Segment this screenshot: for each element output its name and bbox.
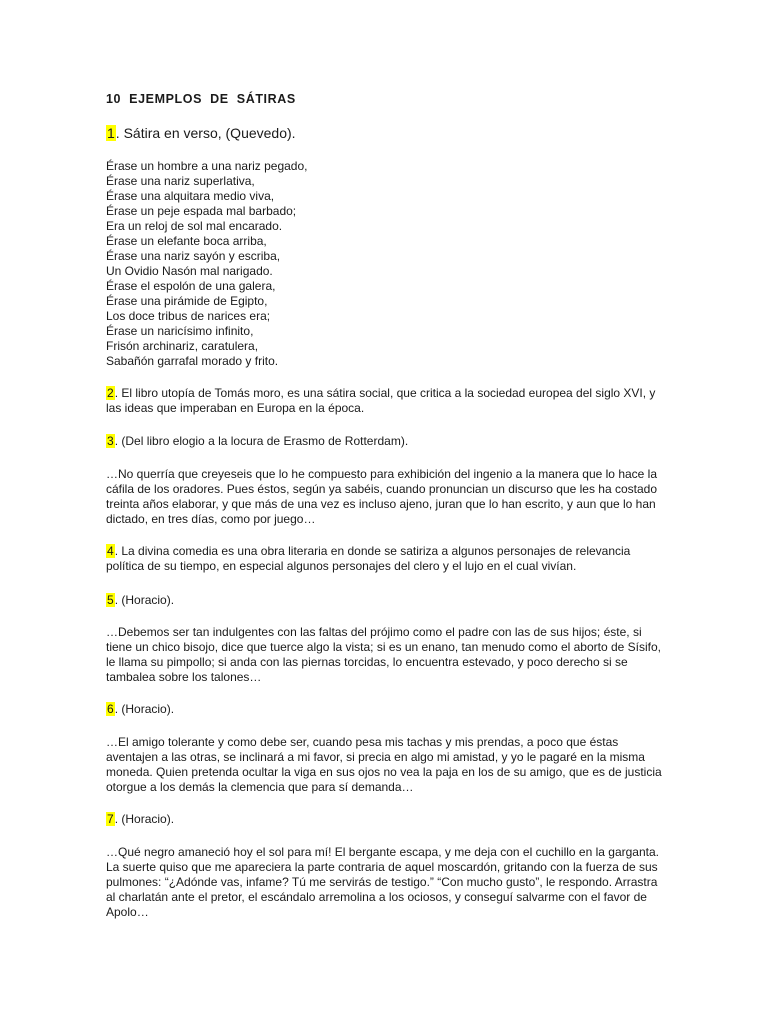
poem-line: Érase un hombre a una nariz pegado,: [106, 159, 308, 173]
section-6-heading: [106, 702, 666, 717]
poem-line: Érase una nariz sayón y escriba,: [106, 249, 281, 263]
poem-line: Érase un peje espada mal barbado;: [106, 204, 297, 218]
poem-line: Un Ovidio Nasón mal narigado.: [106, 264, 273, 278]
section-6-body: …El amigo tolerante y como debe ser, cuando pesa mis tachas y mis prendas, a poco que éstas aventajen a las otras, se inclinará a mi favor, si precia en algo mi amistad, y yo le pagaré en la misma moneda. Quien pretenda ocultar la viga en sus ojos no vea la paja en los de su amigo, que es de justicia otorgue a los demás la clemencia que para sí demanda…: [106, 735, 662, 794]
section-3-body: …No querría que creyeseis que lo he compuesto para exhibición del ingenio a la manera que lo hace la cáfila de los oradores. Pues éstos, según ya sabéis, cuando pronuncian un discurso que les ha costado treinta años elaborar, y que más de una vez es incluso ajeno, juran que lo han escrito, y aun que lo han dictado, en tres días, como por juego…: [106, 467, 658, 526]
poem-line: Érase una nariz superlativa,: [106, 174, 255, 188]
section-7-body: …Qué negro amaneció hoy el sol para mí! El bergante escapa, y me deja con el cuchillo en la garganta. La suerte quiso que me apareciera la parte contraria de aquel moscardón, gritando con la fuerza de sus pulmones: “¿Adónde vas, infame? Tú me servirás de testigo.” “Con mucho gusto”, le respondo. Arrastra al charlatán ante el pretor, el escándalo arremolina a los ociosos, y conseguí salvarme con el favor de Apolo…: [106, 845, 659, 919]
section-heading-text: . (Del libro elogio a la locura de Erasmo de Rotterdam).: [114, 434, 409, 448]
section-heading-text: . Sátira en verso, (Quevedo).: [115, 125, 296, 141]
poem-line: Érase un elefante boca arriba,: [106, 234, 267, 248]
section-2-paragraph: [106, 386, 666, 416]
section-heading-text: . (Horacio).: [114, 593, 175, 607]
section-number-highlight: 4: [107, 544, 114, 558]
section-heading-text: . (Horacio).: [114, 812, 175, 826]
section-number-highlight: 1: [107, 125, 115, 141]
poem-line: Los doce tribus de narices era;: [106, 309, 271, 323]
section-5-body: …Debemos ser tan indulgentes con las faltas del prójimo como el padre con las de sus hijos; éste, si tiene un chico bisojo, dice que tuerce algo la vista; si es un enano, tan menudo como el aborto de Sísifo, le llama su pimpollo; si anda con las piernas torcidas, lo encuentra estevado, y poco derecho si se tambalea sobre los talones…: [106, 625, 662, 684]
section-number-highlight: 3: [107, 434, 114, 448]
section-number-highlight: 6: [107, 702, 114, 716]
section-4-paragraph: [106, 544, 666, 574]
poem-line: Frisón archinariz, caratulera,: [106, 339, 259, 353]
section-5-heading: [106, 593, 666, 608]
document-title: 10 EJEMPLOS DE SÁTIRAS: [106, 92, 296, 106]
poem-line: Érase un naricísimo infinito,: [106, 324, 254, 338]
section-3-heading: [106, 434, 666, 449]
section-heading-text: . El libro utopía de Tomás moro, es una sátira social, que critica a la sociedad europea del siglo XVI, y las ideas que imperaban en Europa en la época.: [106, 386, 656, 415]
poem-line: Sabañón garrafal morado y frito.: [106, 354, 279, 368]
poem-line: Érase el espolón de una galera,: [106, 279, 276, 293]
section-heading-text: . (Horacio).: [114, 702, 175, 716]
section-7-heading: [106, 812, 666, 827]
section-number-highlight: 2: [107, 386, 114, 400]
poem-line: Érase una alquitara medio viva,: [106, 189, 275, 203]
section-number-highlight: 5: [107, 593, 114, 607]
section-1-poem: [106, 159, 666, 369]
poem-line: Érase una pirámide de Egipto,: [106, 294, 268, 308]
section-heading-text: . La divina comedia es una obra literaria en donde se satiriza a algunos personajes de relevancia política de su tiempo, en especial algunos personajes del clero y el lujo en el cual vivían.: [106, 544, 631, 573]
section-number-highlight: 7: [107, 812, 114, 826]
poem-line: Era un reloj de sol mal encarado.: [106, 219, 283, 233]
section-1-heading: [106, 125, 666, 142]
